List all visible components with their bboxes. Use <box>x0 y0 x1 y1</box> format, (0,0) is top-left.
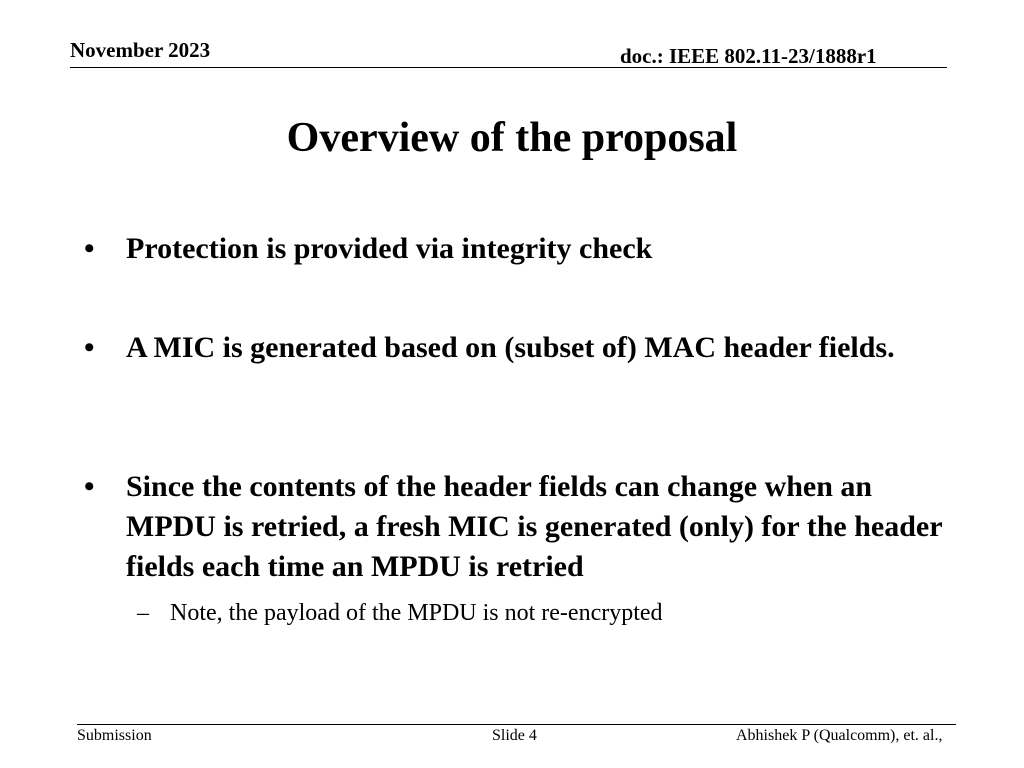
footer-author: Abhishek P (Qualcomm), et. al., <box>736 727 943 744</box>
bullet-item-1 <box>84 229 984 269</box>
bullet-text: A MIC is generated based on (subset of) MAC header fields. <box>126 331 895 364</box>
header-divider <box>70 67 947 68</box>
bullet-text: Since the contents of the header fields can change when an MPDU is retried, a fresh MIC is generated (only) for the header fields each time an MPDU is retried <box>126 470 942 583</box>
header-date: November 2023 <box>70 38 211 62</box>
sub-bullet-text: Note, the payload of the MPDU is not re-encrypted <box>170 600 663 626</box>
bullet-item-2 <box>84 328 984 408</box>
sub-bullet-marker: – <box>137 600 149 626</box>
header-doc-id: doc.: IEEE 802.11-23/1888r1 <box>620 44 877 68</box>
bullet-item-3 <box>84 467 984 587</box>
footer-submission: Submission <box>77 727 152 744</box>
bullet-text: Protection is provided via integrity check <box>126 232 653 265</box>
footer-divider <box>77 724 956 725</box>
slide-title: Overview of the proposal <box>286 115 738 161</box>
bullet-marker: • <box>84 331 95 364</box>
bullet-marker: • <box>84 232 95 265</box>
bullet-marker: • <box>84 470 95 503</box>
footer-slide-number: Slide 4 <box>492 727 537 744</box>
